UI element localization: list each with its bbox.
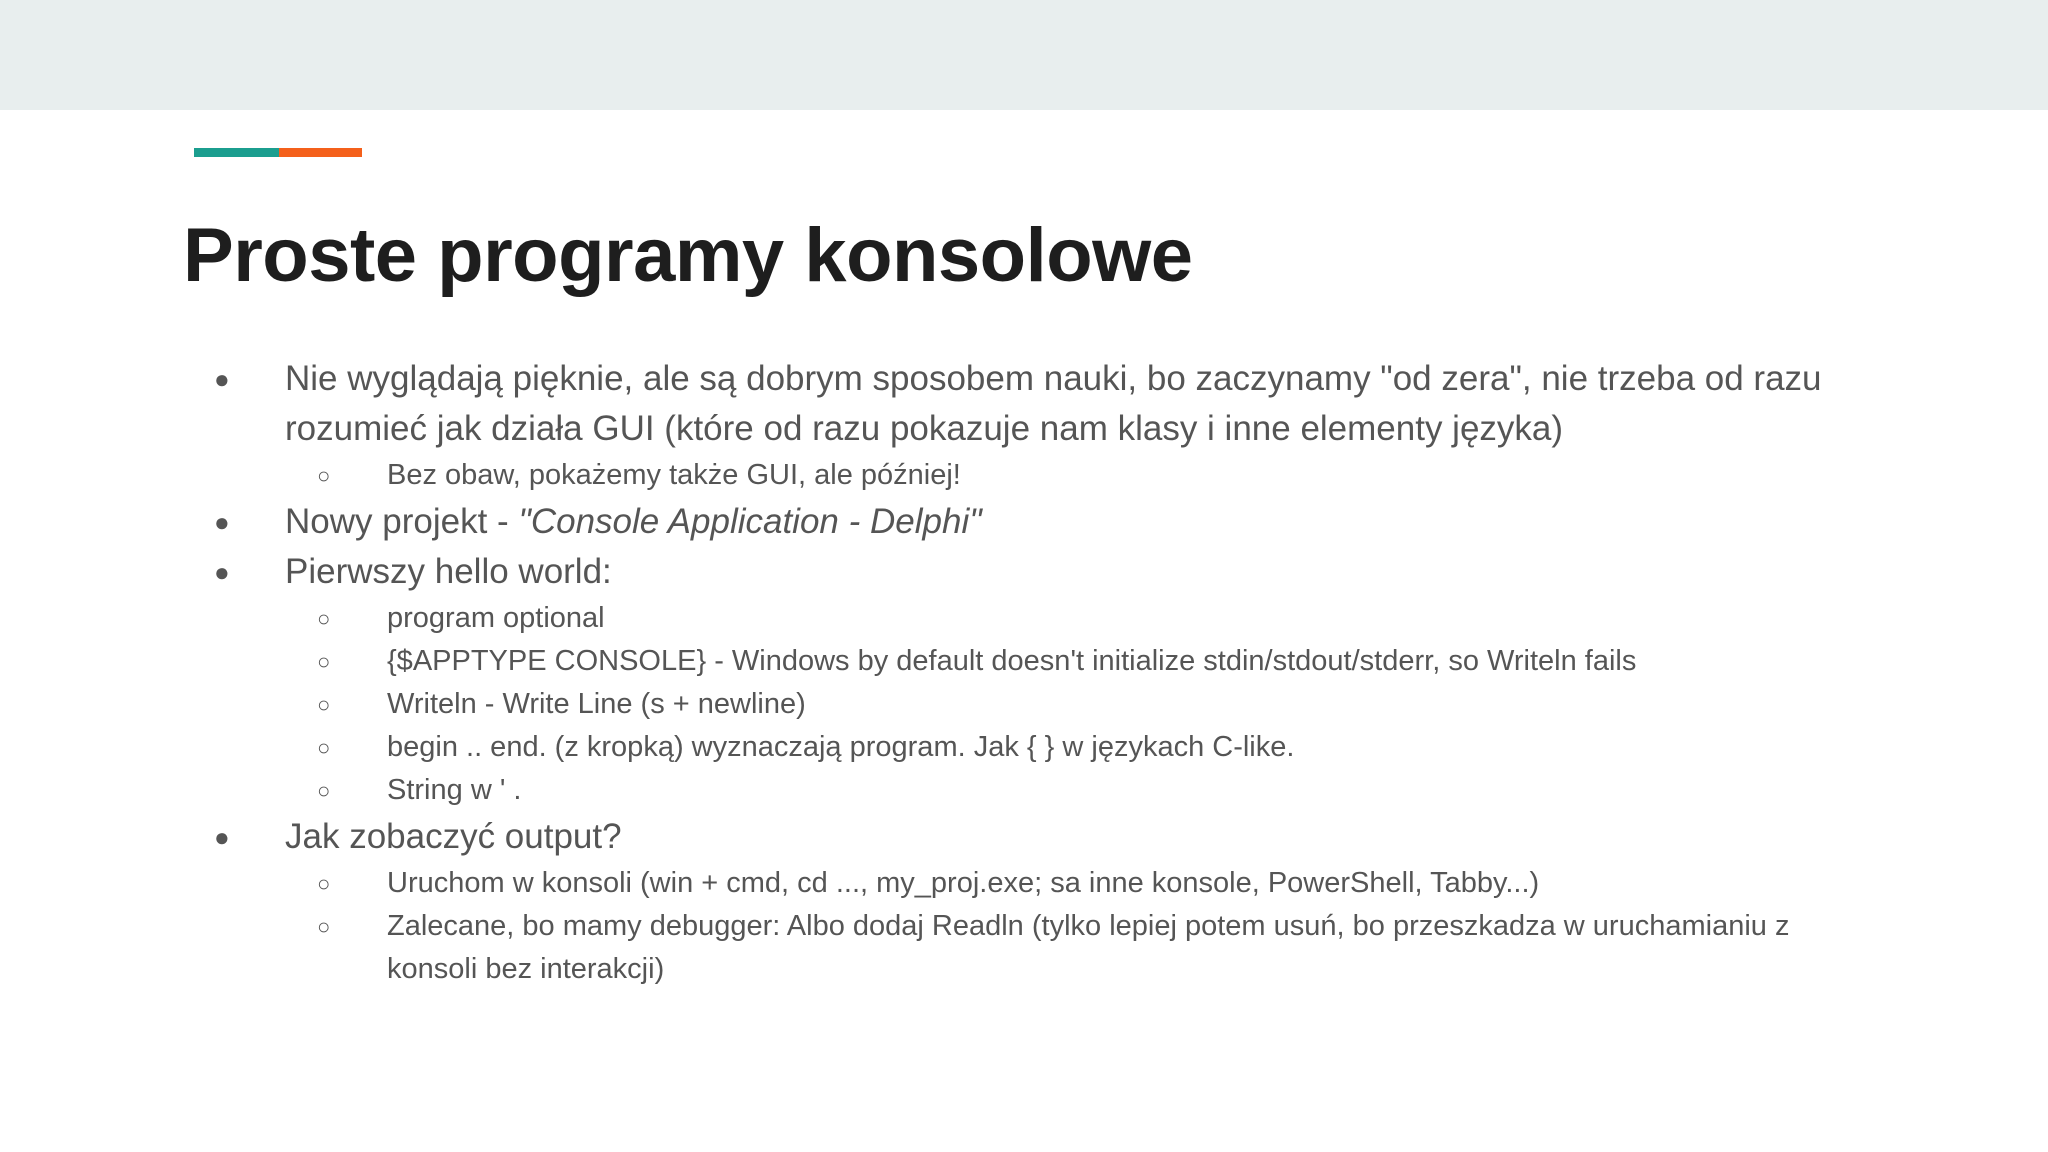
hollow-circle-bullet-icon: ○ xyxy=(317,914,331,939)
header-band xyxy=(0,0,2048,110)
sub-bullet-item xyxy=(210,905,1870,991)
sub-bullet-item xyxy=(210,683,1870,726)
hollow-circle-bullet-icon: ○ xyxy=(317,463,331,488)
hollow-circle-bullet-icon: ○ xyxy=(317,692,331,717)
bullet-item xyxy=(210,354,1870,454)
hollow-circle-bullet-icon: ○ xyxy=(317,871,331,896)
sub-bullet-text: program optional xyxy=(387,602,605,634)
filled-circle-bullet-icon: ● xyxy=(214,507,230,537)
hollow-circle-bullet-icon: ○ xyxy=(317,606,331,631)
hollow-circle-bullet-icon: ○ xyxy=(317,778,331,803)
bullet-text: Jak zobaczyć output? xyxy=(285,817,622,856)
accent-bar xyxy=(194,148,362,157)
sub-bullet-item xyxy=(210,640,1870,683)
sub-bullet-item xyxy=(210,454,1870,497)
sub-bullet-item xyxy=(210,862,1870,905)
filled-circle-bullet-icon: ● xyxy=(214,822,230,852)
slide-title: Proste programy konsolowe xyxy=(183,213,1193,298)
sub-bullet-text: begin .. end. (z kropką) wyznaczają program. Jak { } w językach C-like. xyxy=(387,731,1295,763)
filled-circle-bullet-icon: ● xyxy=(214,364,230,394)
hollow-circle-bullet-icon: ○ xyxy=(317,649,331,674)
sub-bullet-text: Zalecane, bo mamy debugger: Albo dodaj Readln (tylko lepiej potem usuń, bo przeszkadza w uruchamianiu z konsoli bez interakcji) xyxy=(387,910,1790,985)
bullet-item xyxy=(210,547,1870,597)
bullet-list xyxy=(210,354,1870,991)
hollow-circle-bullet-icon: ○ xyxy=(317,735,331,760)
sub-bullet-text: Writeln - Write Line (s + newline) xyxy=(387,688,806,720)
bullet-text-prefix: Nowy projekt - xyxy=(285,502,519,541)
accent-bar-orange xyxy=(279,148,362,157)
sub-bullet-text: Uruchom w konsoli (win + cmd, cd ..., my_proj.exe; sa inne konsole, PowerShell, Tabby...) xyxy=(387,867,1540,899)
filled-circle-bullet-icon: ● xyxy=(214,557,230,587)
sub-bullet-text: String w ' . xyxy=(387,774,522,806)
sub-bullet-item xyxy=(210,726,1870,769)
bullet-item xyxy=(210,812,1870,862)
sub-bullet-item xyxy=(210,769,1870,812)
bullet-text: Pierwszy hello world: xyxy=(285,552,612,591)
sub-bullet-text: Bez obaw, pokażemy także GUI, ale później! xyxy=(387,459,961,491)
sub-bullet-item xyxy=(210,597,1870,640)
bullet-text-italic: "Console Application - Delphi" xyxy=(518,502,982,541)
bullet-text: Nie wyglądają pięknie, ale są dobrym sposobem nauki, bo zaczynamy "od zera", nie trzeba od razu rozumieć jak działa GUI (które od razu pokazuje nam klasy i inne elementy języka) xyxy=(285,359,1822,448)
accent-bar-teal xyxy=(194,148,279,157)
bullet-item xyxy=(210,497,1870,547)
sub-bullet-text: {$APPTYPE CONSOLE} - Windows by default doesn't initialize stdin/stdout/stderr, so Writeln fails xyxy=(387,645,1637,677)
